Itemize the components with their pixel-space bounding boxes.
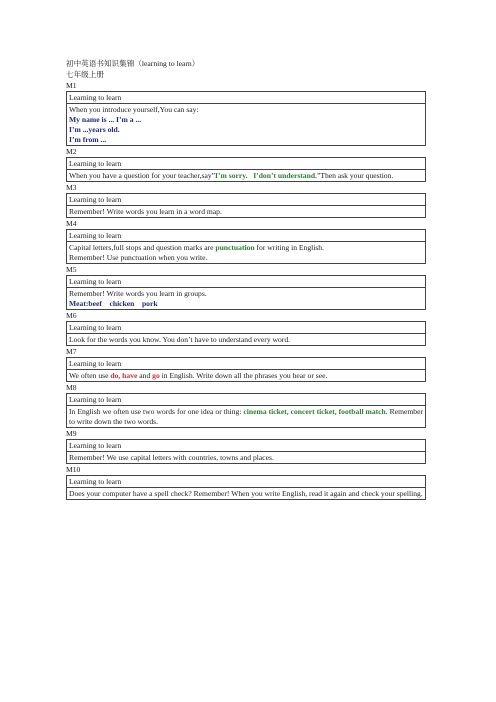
module-heading: Learning to learn bbox=[69, 92, 122, 102]
module-box bbox=[66, 439, 426, 464]
module-heading: Learning to learn bbox=[69, 440, 122, 450]
module-body bbox=[67, 103, 425, 145]
module-box bbox=[66, 393, 426, 428]
module-body: Look for the words you know. You don’t have to understand every word. bbox=[67, 333, 425, 345]
module-heading: Learning to learn bbox=[69, 194, 122, 204]
module-heading: Learning to learn bbox=[69, 276, 122, 286]
module-body bbox=[67, 241, 425, 263]
body-text: in English. Write down all the phrases you hear or see. bbox=[159, 370, 328, 380]
module-box bbox=[66, 321, 426, 346]
module-body: Remember! Write words you learn in a word map. bbox=[67, 205, 425, 217]
emphasis-text: punctuation bbox=[215, 242, 255, 252]
module-label: M6 bbox=[66, 311, 77, 320]
module-label: M10 bbox=[66, 465, 81, 474]
emphasis-text: cinema ticket, concert ticket, football match bbox=[243, 406, 386, 416]
module-body bbox=[67, 369, 425, 381]
module-label: M8 bbox=[66, 383, 77, 392]
emphasis-text: do, have bbox=[110, 370, 138, 380]
module-label: M3 bbox=[66, 183, 77, 192]
module-heading: Learning to learn bbox=[69, 394, 122, 404]
module-box bbox=[66, 357, 426, 382]
module-heading: Learning to learn bbox=[69, 322, 122, 332]
module-body bbox=[67, 169, 425, 181]
module-heading: Learning to learn bbox=[69, 158, 122, 168]
body-text: We often use bbox=[69, 370, 111, 380]
module-heading: Learning to learn bbox=[69, 230, 122, 240]
module-box bbox=[66, 193, 426, 218]
body-text: for writing in English. bbox=[254, 242, 325, 252]
module-body bbox=[67, 287, 425, 309]
module-label: M7 bbox=[66, 347, 77, 356]
module-body: Does your computer have a spell check? Remember! When you write English, read it again and check your spelling. bbox=[67, 487, 425, 499]
module-label: M2 bbox=[66, 147, 77, 156]
module-label: M9 bbox=[66, 429, 77, 438]
example-line: Meat:beef chicken pork bbox=[69, 298, 158, 308]
module-label: M5 bbox=[66, 265, 77, 274]
module-box bbox=[66, 475, 426, 500]
module-heading: Learning to learn bbox=[69, 358, 122, 368]
body-line: Remember! Write words you learn in groups. bbox=[69, 288, 207, 298]
module-label: M1 bbox=[66, 81, 77, 90]
emphasis-text: go bbox=[152, 370, 160, 380]
grade-label: 七年级上册 bbox=[66, 70, 104, 79]
document-content bbox=[66, 58, 426, 500]
body-line: When you introduce yourself,You can say: bbox=[69, 104, 199, 114]
body-line: Remember! Use punctuation when you write. bbox=[69, 252, 208, 262]
module-box bbox=[66, 91, 426, 146]
module-body: Remember! We use capital letters with countries, towns and places. bbox=[67, 451, 425, 463]
body-text: Capital letters,full stops and question marks are bbox=[69, 242, 216, 252]
emphasis-text: I’don’t understand. bbox=[253, 170, 317, 180]
example-line: My name is ... I’m a ... bbox=[69, 114, 142, 124]
module-body bbox=[67, 405, 425, 427]
module-label: M4 bbox=[66, 219, 77, 228]
body-text: When you have a question for your teacher,say” bbox=[69, 170, 216, 180]
module-box bbox=[66, 229, 426, 264]
body-text: ”Then ask your question. bbox=[316, 170, 394, 180]
example-line: I’m ...years old. bbox=[69, 124, 120, 134]
body-text: and bbox=[137, 370, 153, 380]
body-text: . Remember to write down the two words. bbox=[69, 406, 423, 426]
module-heading: Learning to learn bbox=[69, 476, 122, 486]
module-box bbox=[66, 275, 426, 310]
emphasis-text: I’m sorry. bbox=[215, 170, 248, 180]
document-title: 初中英语书知识集锦（learning to learn） bbox=[66, 59, 200, 68]
body-line bbox=[69, 243, 423, 253]
body-text: In English we often use two words for one idea or thing: bbox=[69, 406, 244, 416]
module-box bbox=[66, 157, 426, 182]
example-line: I’m from ... bbox=[69, 134, 107, 144]
